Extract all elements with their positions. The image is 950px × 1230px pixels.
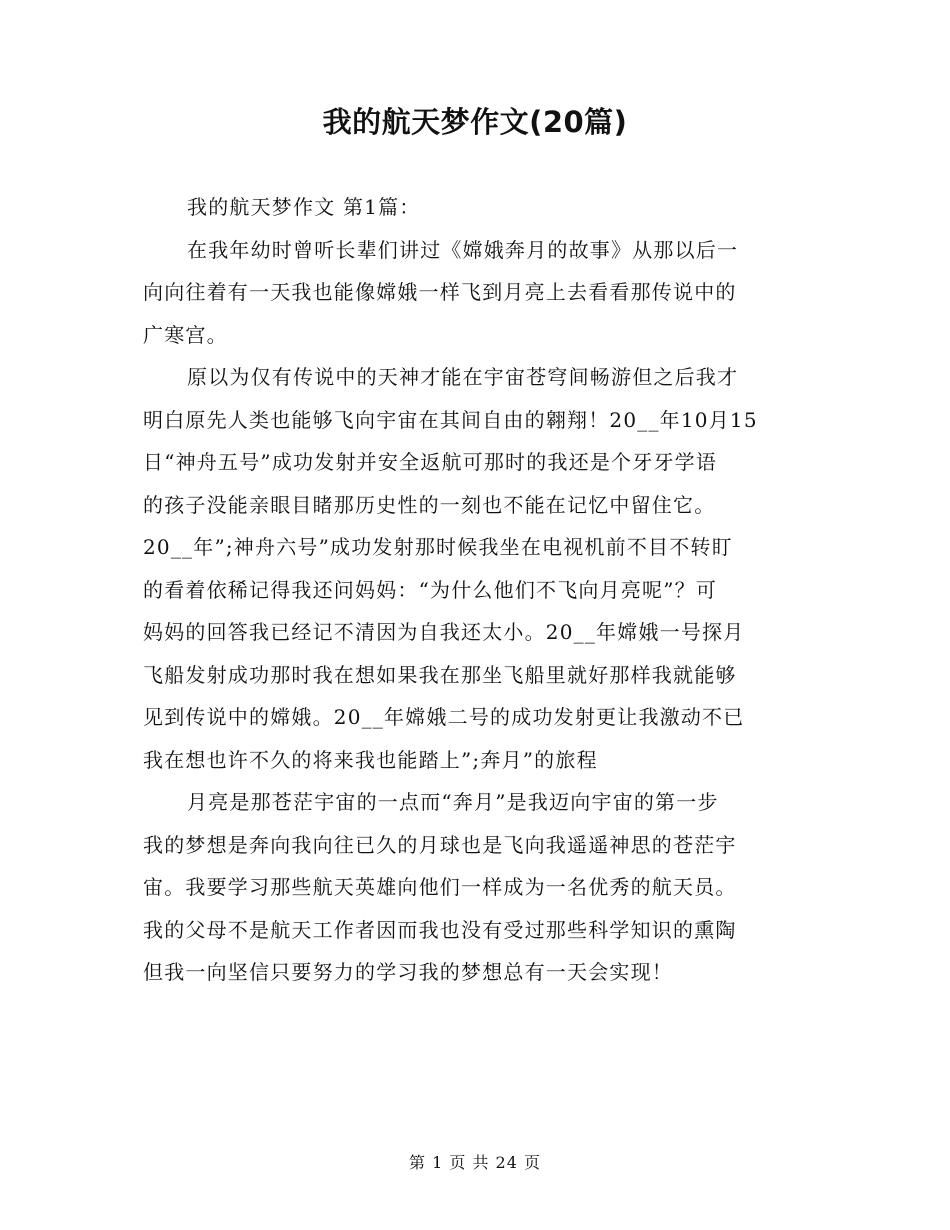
paragraph <box>143 229 813 357</box>
paragraph <box>143 186 813 229</box>
text-line: 原以为仅有传说中的天神才能在宇宙苍穹间畅游但之后我才 <box>187 365 739 389</box>
text-line: 日“神舟五号”成功发射并安全返航可那时的我还是个牙牙学语 <box>143 450 718 474</box>
text-line: 向向往着有一天我也能像嫦娥一样飞到月亮上去看看那传说中的 <box>143 280 737 304</box>
text-line: 月亮是那苍茫宇宙的一点而“奔月”是我迈向宇宙的第一步 <box>187 790 719 814</box>
document-body <box>143 186 813 994</box>
page-number-footer: 第 1 页 共 24 页 <box>409 1153 541 1172</box>
text-line: 20__年”;神舟六号”成功发射那时候我坐在电视机前不目不转盯 <box>143 535 733 559</box>
text-line: 宙。我要学习那些航天英雄向他们一样成为一名优秀的航天员。 <box>143 875 737 899</box>
text-line: 飞船发射成功那时我在想如果我在那坐飞船里就好那样我就能够 <box>143 662 737 687</box>
text-line: 见到传说中的嫦娥。20__年嫦娥二号的成功发射更让我激动不已 <box>143 705 745 729</box>
text-line: 明白原先人类也能够飞向宇宙在其间自由的翱翔！20__年10月15 <box>143 407 758 432</box>
text-line: 我的父母不是航天工作者因而我也没有受过那些科学知识的熏陶 <box>143 917 737 942</box>
paragraph <box>143 356 813 781</box>
text-line: 我的航天梦作文 第1篇： <box>187 195 421 219</box>
text-line: 广寒宫。 <box>143 322 228 347</box>
text-line: 我的梦想是奔向我向往已久的月球也是飞向我遥遥神思的苍茫宇 <box>143 832 737 857</box>
text-line: 的孩子没能亲眼目睹那历史性的一刻也不能在记忆中留住它。 <box>143 492 716 517</box>
document-title: 我的航天梦作文(20篇) <box>322 105 628 139</box>
text-line: 我在想也许不久的将来我也能踏上”;奔月”的旅程 <box>143 747 598 772</box>
text-line: 的看着依稀记得我还问妈妈：“为什么他们不飞向月亮呢”？可 <box>143 577 718 602</box>
text-line: 在我年幼时曾听长辈们讲过《嫦娥奔月的故事》从那以后一 <box>187 237 739 262</box>
text-line: 妈妈的回答我已经记不清因为自我还太小。20__年嫦娥一号探月 <box>143 620 745 644</box>
text-line: 但我一向坚信只要努力的学习我的梦想总有一天会实现！ <box>143 960 673 984</box>
paragraph <box>143 781 813 994</box>
